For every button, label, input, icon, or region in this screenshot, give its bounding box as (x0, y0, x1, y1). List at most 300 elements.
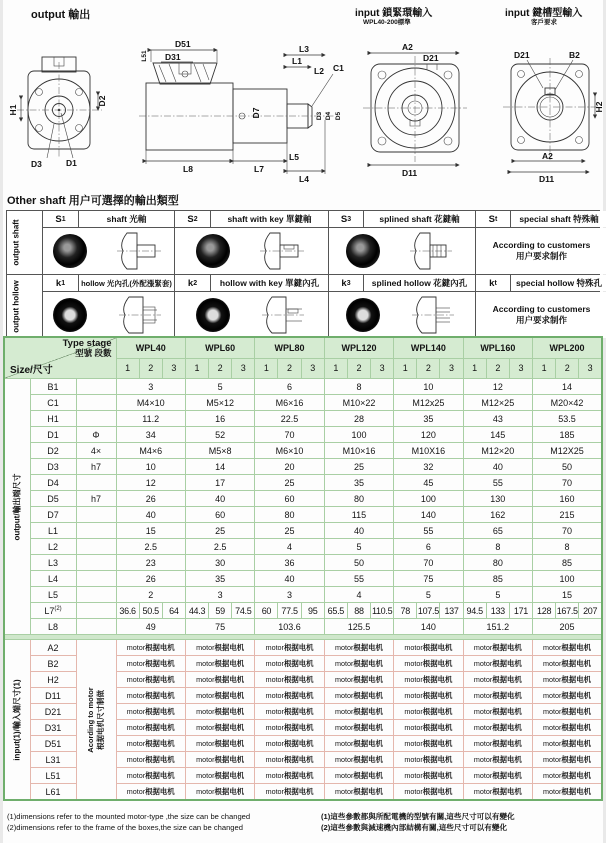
value-C1-WPL200: M20×42 (533, 395, 602, 411)
group-output-shaft (7, 211, 42, 274)
value-D31-WPL80: motor根据电机 (255, 720, 324, 736)
row-label-L7: L7$^{(2)}$ (30, 603, 76, 619)
value-L2-WPL60: 2.5 (185, 539, 254, 555)
value-L7-WPL60-2: 59 (209, 603, 232, 619)
value-D11-WPL80: motor根据电机 (255, 688, 324, 704)
row-note-H1 (76, 411, 116, 427)
value-D5-WPL80: 60 (255, 491, 324, 507)
stage-header-WPL200-3: 3 (579, 358, 602, 378)
value-B1-WPL40: 3 (116, 379, 185, 395)
value-D11-WPL60: motor根据电机 (185, 688, 254, 704)
output-row-D1 (4, 427, 602, 443)
value-D2-WPL120: M10×16 (324, 443, 393, 459)
dim-label-h1: H1 (8, 104, 18, 116)
value-L4-WPL160: 85 (463, 571, 532, 587)
value-L7-WPL40-2: 50.5 (139, 603, 162, 619)
value-L8-WPL120: 125.5 (324, 619, 393, 635)
value-D4-WPL140: 45 (394, 475, 463, 491)
footnote-en-1: (1)dimensions refer to the mounted motor-type ,the size can be changed (7, 812, 251, 821)
value-H1-WPL40: 11.2 (116, 411, 185, 427)
row-note-L4 (76, 571, 116, 587)
k2-photo (196, 298, 230, 332)
value-L3-WPL60: 30 (185, 555, 254, 571)
value-L2-WPL140: 6 (394, 539, 463, 555)
value-D51-WPL200: motor根据电机 (533, 736, 602, 752)
input-row-A2 (4, 640, 602, 656)
value-B1-WPL60: 5 (185, 379, 254, 395)
output-row-L8 (4, 619, 602, 635)
model-header-WPL160: WPL160 (463, 337, 532, 358)
row-note-D1: Φ (76, 427, 116, 443)
value-L51-WPL140: motor根据电机 (394, 768, 463, 784)
dim-label-d11: D11 (402, 168, 418, 178)
dim-label-d7: D7 (251, 107, 261, 119)
value-D31-WPL60: motor根据电机 (185, 720, 254, 736)
value-D21-WPL200: motor根据电机 (533, 704, 602, 720)
value-D21-WPL40: motor根据电机 (116, 704, 185, 720)
output-group-label-cell (4, 379, 30, 635)
code-kt: k t (476, 275, 510, 291)
value-H2-WPL160: motor根据电机 (463, 672, 532, 688)
value-D51-WPL140: motor根据电机 (394, 736, 463, 752)
value-D21-WPL140: motor根据电机 (394, 704, 463, 720)
value-D5-WPL60: 40 (185, 491, 254, 507)
row-label-D5: D5 (30, 491, 76, 507)
row-label-L61: L61 (30, 784, 76, 801)
value-L8-WPL60: 75 (185, 619, 254, 635)
value-L1-WPL200: 70 (533, 523, 602, 539)
value-L1-WPL160: 65 (463, 523, 532, 539)
row-label-D21: D21 (30, 704, 76, 720)
value-D1-WPL80: 70 (255, 427, 324, 443)
row-label-L3: L3 (30, 555, 76, 571)
dim-label-l4: L4 (299, 174, 309, 184)
value-H2-WPL40: motor根据电机 (116, 672, 185, 688)
output-row-D4 (4, 475, 602, 491)
output-row-B1 (4, 379, 602, 395)
stage-header-WPL80-3: 3 (301, 358, 324, 378)
value-L31-WPL200: motor根据电机 (533, 752, 602, 768)
output-front-view (8, 57, 107, 169)
output-row-L4 (4, 571, 602, 587)
output-row-D7 (4, 507, 602, 523)
value-L51-WPL160: motor根据电机 (463, 768, 532, 784)
value-D2-WPL60: M5×8 (185, 443, 254, 459)
special-shaft-note-en: According to customers (492, 240, 591, 251)
value-L61-WPL200: motor根据电机 (533, 784, 602, 801)
name-s1: shaft 光軸 (79, 211, 174, 227)
stage-header-WPL40-2: 2 (139, 358, 162, 378)
row-label-L1: L1 (30, 523, 76, 539)
other-shaft-table (6, 210, 600, 339)
technical-drawings-section (3, 0, 603, 192)
value-B1-WPL200: 14 (533, 379, 602, 395)
value-H2-WPL80: motor根据电机 (255, 672, 324, 688)
value-B2-WPL60: motor根据电机 (185, 656, 254, 672)
value-L7-WPL160-2: 133 (486, 603, 509, 619)
value-D21-WPL160: motor根据电机 (463, 704, 532, 720)
value-H2-WPL120: motor根据电机 (324, 672, 393, 688)
value-D31-WPL160: motor根据电机 (463, 720, 532, 736)
input-key-title: input 鍵槽型輸入 (505, 8, 583, 19)
dim-label-l7: L7 (254, 164, 264, 174)
value-L51-WPL40: motor根据电机 (116, 768, 185, 784)
special-shaft-note (476, 228, 606, 274)
input-note-cell (76, 640, 116, 801)
value-D5-WPL40: 26 (116, 491, 185, 507)
value-L2-WPL200: 8 (533, 539, 602, 555)
value-L7-WPL60-3: 74.5 (232, 603, 255, 619)
code-s2: S 2 (175, 211, 210, 227)
stage-header-WPL40-1: 1 (116, 358, 139, 378)
dim-label-d31: D31 (165, 52, 181, 62)
catalog-page (3, 0, 603, 843)
output-row-D2 (4, 443, 602, 459)
value-L8-WPL140: 140 (394, 619, 463, 635)
value-H1-WPL80: 22.5 (255, 411, 324, 427)
row-label-L31: L31 (30, 752, 76, 768)
output-row-D5 (4, 491, 602, 507)
value-L4-WPL120: 55 (324, 571, 393, 587)
value-D2-WPL140: M10X16 (394, 443, 463, 459)
input-keyway-view (503, 50, 604, 184)
value-L1-WPL140: 55 (394, 523, 463, 539)
model-header-WPL200: WPL200 (533, 337, 602, 358)
value-L8-WPL160: 151.2 (463, 619, 532, 635)
row-note-D7 (76, 507, 116, 523)
other-shaft-title: Other shaft 用户可選擇的輸出類型 (7, 195, 179, 207)
k1-photo (53, 298, 87, 332)
value-C1-WPL60: M5×12 (185, 395, 254, 411)
code-s1: S 1 (43, 211, 78, 227)
model-header-WPL80: WPL80 (255, 337, 324, 358)
value-L51-WPL60: motor根据电机 (185, 768, 254, 784)
model-header-WPL60: WPL60 (185, 337, 254, 358)
value-H2-WPL140: motor根据电机 (394, 672, 463, 688)
value-D21-WPL120: motor根据电机 (324, 704, 393, 720)
value-A2-WPL80: motor根据电机 (255, 640, 324, 656)
s1-drawing (93, 231, 165, 271)
value-L3-WPL160: 80 (463, 555, 532, 571)
dim-label-d3: D3 (31, 159, 42, 169)
value-D4-WPL40: 12 (116, 475, 185, 491)
value-L7-WPL140-1: 78 (394, 603, 417, 619)
value-L1-WPL120: 40 (324, 523, 393, 539)
value-H1-WPL60: 16 (185, 411, 254, 427)
value-A2-WPL40: motor根据电机 (116, 640, 185, 656)
row-label-L8: L8 (30, 619, 76, 635)
input-group-label: input(1)/輸入端尺寸(1) (12, 678, 22, 761)
value-L61-WPL140: motor根据电机 (394, 784, 463, 801)
dim-label-d51: D51 (175, 39, 191, 49)
value-D51-WPL120: motor根据电机 (324, 736, 393, 752)
k3-images (329, 292, 475, 338)
row-note-D2: 4× (76, 443, 116, 459)
value-D11-WPL160: motor根据电机 (463, 688, 532, 704)
k2-images (175, 292, 328, 338)
s2-photo (196, 234, 230, 268)
value-L31-WPL140: motor根据电机 (394, 752, 463, 768)
value-A2-WPL160: motor根据电机 (463, 640, 532, 656)
value-D11-WPL200: motor根据电机 (533, 688, 602, 704)
dim-label-d2: D2 (97, 95, 107, 107)
value-B2-WPL160: motor根据电机 (463, 656, 532, 672)
row-note-L1 (76, 523, 116, 539)
model-header-WPL40: WPL40 (116, 337, 185, 358)
value-D4-WPL60: 17 (185, 475, 254, 491)
value-D7-WPL160: 162 (463, 507, 532, 523)
value-D5-WPL140: 100 (394, 491, 463, 507)
value-B2-WPL200: motor根据电机 (533, 656, 602, 672)
value-L8-WPL80: 103.6 (255, 619, 324, 635)
value-L8-WPL40: 49 (116, 619, 185, 635)
value-L31-WPL80: motor根据电机 (255, 752, 324, 768)
row-label-L5: L5 (30, 587, 76, 603)
other-shaft-section (3, 191, 603, 339)
value-L7-WPL80-2: 77.5 (278, 603, 301, 619)
value-D5-WPL200: 160 (533, 491, 602, 507)
value-D3-WPL60: 14 (185, 459, 254, 475)
dim-label-l3: L3 (299, 44, 309, 54)
output-row-D3 (4, 459, 602, 475)
value-L61-WPL160: motor根据电机 (463, 784, 532, 801)
input-clamp-subtitle: WPL40-200標準 (363, 19, 411, 26)
k1-images (43, 292, 174, 338)
corner-size-label: Size/尺寸 (10, 365, 53, 376)
value-B1-WPL120: 8 (324, 379, 393, 395)
dim-label-a2: A2 (402, 42, 413, 52)
special-hollow-note-cn: 用户要求制作 (515, 315, 567, 325)
value-A2-WPL60: motor根据电机 (185, 640, 254, 656)
row-label-B2: B2 (30, 656, 76, 672)
input-clamp-view (363, 42, 467, 178)
value-L61-WPL120: motor根据电机 (324, 784, 393, 801)
stage-header-WPL200-2: 2 (556, 358, 579, 378)
value-L1-WPL40: 15 (116, 523, 185, 539)
dimension-drawings-svg (3, 0, 603, 192)
stage-header-WPL120-2: 2 (347, 358, 370, 378)
value-C1-WPL120: M10×22 (324, 395, 393, 411)
row-label-D7: D7 (30, 507, 76, 523)
value-A2-WPL140: motor根据电机 (394, 640, 463, 656)
model-header-WPL120: WPL120 (324, 337, 393, 358)
value-L4-WPL80: 40 (255, 571, 324, 587)
value-D4-WPL120: 35 (324, 475, 393, 491)
name-kt: special hollow 特殊孔 (511, 275, 606, 291)
s3-images (329, 228, 475, 274)
model-header-WPL140: WPL140 (394, 337, 463, 358)
value-D3-WPL120: 25 (324, 459, 393, 475)
dim-label-d11b: D11 (539, 174, 555, 184)
dim-label-c1: C1 (333, 63, 344, 73)
value-D7-WPL80: 80 (255, 507, 324, 523)
group-output-hollow-en: output hollow (11, 280, 21, 333)
value-D51-WPL40: motor根据电机 (116, 736, 185, 752)
input-clamp-title: input 鎖緊環輸入 (355, 8, 433, 19)
s3-drawing (386, 231, 458, 271)
output-row-L7 (4, 603, 602, 619)
value-L5-WPL200: 15 (533, 587, 602, 603)
value-L4-WPL200: 100 (533, 571, 602, 587)
value-D1-WPL140: 120 (394, 427, 463, 443)
special-hollow-note (476, 292, 606, 338)
row-label-D11: D11 (30, 688, 76, 704)
value-B1-WPL160: 12 (463, 379, 532, 395)
value-L31-WPL40: motor根据电机 (116, 752, 185, 768)
value-L5-WPL40: 2 (116, 587, 185, 603)
value-L7-WPL40-3: 64 (162, 603, 185, 619)
corner-type-stage: Type stage (62, 338, 112, 349)
k1-drawing (93, 295, 165, 335)
value-L31-WPL60: motor根据电机 (185, 752, 254, 768)
code-k3: k 3 (329, 275, 363, 291)
row-note-L2 (76, 539, 116, 555)
value-L5-WPL160: 5 (463, 587, 532, 603)
value-D3-WPL80: 20 (255, 459, 324, 475)
value-D3-WPL200: 50 (533, 459, 602, 475)
value-L5-WPL140: 5 (394, 587, 463, 603)
code-k1: k 1 (43, 275, 78, 291)
value-L3-WPL140: 70 (394, 555, 463, 571)
value-L61-WPL40: motor根据电机 (116, 784, 185, 801)
value-L51-WPL80: motor根据电机 (255, 768, 324, 784)
stage-header-WPL60-2: 2 (209, 358, 232, 378)
group-output-hollow (7, 275, 42, 338)
row-label-D2: D2 (30, 443, 76, 459)
name-s2: shaft with key 單鍵軸 (211, 211, 328, 227)
dim-label-a2b: A2 (542, 151, 553, 161)
output-row-H1 (4, 411, 602, 427)
value-L2-WPL120: 5 (324, 539, 393, 555)
value-D4-WPL200: 70 (533, 475, 602, 491)
code-st: S t (476, 211, 510, 227)
value-H2-WPL200: motor根据电机 (533, 672, 602, 688)
value-B1-WPL80: 6 (255, 379, 324, 395)
value-H1-WPL160: 43 (463, 411, 532, 427)
value-D5-WPL120: 80 (324, 491, 393, 507)
value-B2-WPL40: motor根据电机 (116, 656, 185, 672)
value-L3-WPL80: 36 (255, 555, 324, 571)
value-L7-WPL60-1: 44.3 (185, 603, 208, 619)
footnote-cn-1: (1)這些參數都與所配電機的型號有關,這些尺寸可以有變化 (321, 812, 515, 821)
row-label-D31: D31 (30, 720, 76, 736)
value-A2-WPL120: motor根据电机 (324, 640, 393, 656)
value-L7-WPL200-2: 167.5 (556, 603, 579, 619)
row-label-L4: L4 (30, 571, 76, 587)
value-L61-WPL60: motor根据电机 (185, 784, 254, 801)
stage-header-WPL140-1: 1 (394, 358, 417, 378)
value-L7-WPL200-1: 128 (533, 603, 556, 619)
value-C1-WPL40: M4×10 (116, 395, 185, 411)
dim-label-l5: L5 (289, 152, 299, 162)
row-note-L8 (76, 619, 116, 635)
value-D11-WPL120: motor根据电机 (324, 688, 393, 704)
value-D31-WPL140: motor根据电机 (394, 720, 463, 736)
output-row-L1 (4, 523, 602, 539)
value-L7-WPL140-3: 137 (440, 603, 463, 619)
row-label-D1: D1 (30, 427, 76, 443)
dim-label-l51: L51 (141, 50, 148, 62)
value-H2-WPL60: motor根据电机 (185, 672, 254, 688)
table-corner-cell (4, 337, 116, 379)
dim-label-d21: D21 (423, 53, 439, 63)
value-L7-WPL140-2: 107.5 (417, 603, 440, 619)
name-k1: hollow 光內孔(外配漲緊套) (79, 275, 174, 291)
output-group-label: output/輸出端尺寸 (12, 472, 22, 541)
value-D11-WPL140: motor根据电机 (394, 688, 463, 704)
value-D7-WPL200: 215 (533, 507, 602, 523)
value-L4-WPL60: 35 (185, 571, 254, 587)
s3-photo (346, 234, 380, 268)
value-D3-WPL160: 40 (463, 459, 532, 475)
output-row-L5 (4, 587, 602, 603)
name-s3: splined shaft 花鍵軸 (364, 211, 475, 227)
value-D4-WPL160: 55 (463, 475, 532, 491)
value-L51-WPL120: motor根据电机 (324, 768, 393, 784)
value-D2-WPL80: M6×10 (255, 443, 324, 459)
stage-header-WPL80-1: 1 (255, 358, 278, 378)
value-D7-WPL120: 115 (324, 507, 393, 523)
value-L8-WPL200: 205 (533, 619, 602, 635)
value-D1-WPL60: 52 (185, 427, 254, 443)
value-D7-WPL60: 60 (185, 507, 254, 523)
s1-photo (53, 234, 87, 268)
s2-drawing (236, 231, 308, 271)
row-label-D4: D4 (30, 475, 76, 491)
output-row-L3 (4, 555, 602, 571)
value-D3-WPL40: 10 (116, 459, 185, 475)
stage-header-WPL120-3: 3 (371, 358, 394, 378)
row-label-H2: H2 (30, 672, 76, 688)
row-label-D3: D3 (30, 459, 76, 475)
value-D1-WPL120: 100 (324, 427, 393, 443)
stage-header-WPL140-3: 3 (440, 358, 463, 378)
value-L7-WPL160-3: 171 (509, 603, 532, 619)
k3-drawing (386, 295, 458, 335)
value-H1-WPL200: 53.5 (533, 411, 602, 427)
corner-type-stage-cn: 型號 段數 (75, 348, 112, 359)
value-B2-WPL120: motor根据电机 (324, 656, 393, 672)
value-D51-WPL80: motor根据电机 (255, 736, 324, 752)
dim-label-d5: D5 (335, 111, 342, 121)
footnote-cn-2: (2)這些參數與減速機內部結構有關,這些尺寸可以有變化 (321, 823, 508, 833)
value-D51-WPL160: motor根据电机 (463, 736, 532, 752)
stage-header-WPL160-1: 1 (463, 358, 486, 378)
row-note-L5 (76, 587, 116, 603)
row-note-D5: h7 (76, 491, 116, 507)
value-D2-WPL40: M4×6 (116, 443, 185, 459)
dim-label-d3b: D3 (316, 111, 323, 121)
row-note-D4 (76, 475, 116, 491)
value-D1-WPL200: 185 (533, 427, 602, 443)
input-key-subtitle: 客戶要求 (531, 19, 557, 26)
row-label-L2: L2 (30, 539, 76, 555)
stage-header-WPL200-1: 1 (533, 358, 556, 378)
stage-header-WPL60-3: 3 (232, 358, 255, 378)
value-L7-WPL80-3: 95 (301, 603, 324, 619)
spec-table (3, 336, 603, 801)
value-L4-WPL140: 75 (394, 571, 463, 587)
value-D1-WPL160: 145 (463, 427, 532, 443)
footnote-en-2: (2)dimensions refer to the frame of the boxes,the size can be changed (7, 823, 243, 833)
group-output-shaft-en: output shaft (11, 219, 21, 266)
value-D31-WPL40: motor根据电机 (116, 720, 185, 736)
dim-label-d4: D4 (325, 111, 332, 121)
value-D11-WPL40: motor根据电机 (116, 688, 185, 704)
value-L7-WPL120-1: 65.5 (324, 603, 347, 619)
row-note-B1 (76, 379, 116, 395)
value-L31-WPL160: motor根据电机 (463, 752, 532, 768)
